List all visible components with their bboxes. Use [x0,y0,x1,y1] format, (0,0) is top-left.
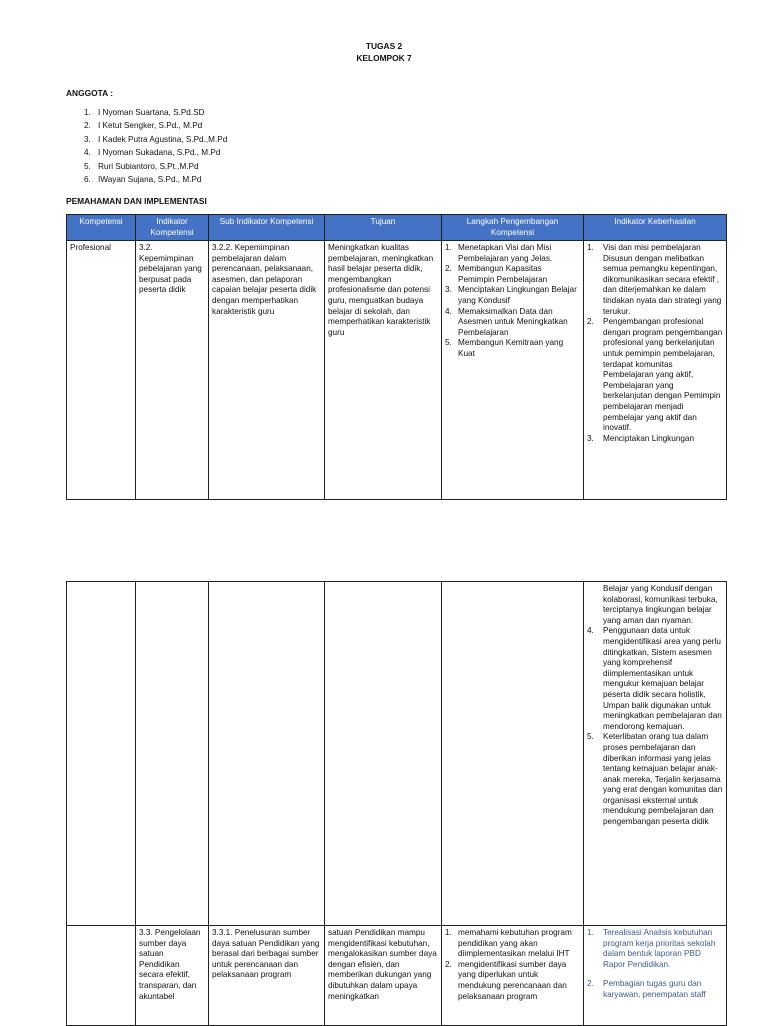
list-item: 1. Terealisasi Analisis kebutuhan program kerja prioritas sekolah dalam bentuk laporan PBD Rapor Pendidikan. [587,928,716,969]
list-item: 2. mengidentifikasi sumber daya yang diperlukan untuk mendukung perencanaan dan pelaksanaan program [445,959,567,1001]
cell-indikator-2: 3.3. Pengelolaan sumber daya satuan Pendidikan secara efektif, transparan, dan akuntabel [136,926,209,1026]
title-line-2: KELOMPOK 7 [356,53,412,63]
header-keberhasilan: Indikator Keberhasilan [584,215,727,241]
competency-table-continued [66,581,727,1026]
header-kompetensi: Kompetensi [67,215,136,241]
cell-langkah [442,241,584,500]
cell-tujuan: Meningkatkan kualitas pembelajaran, meningkatkan hasil belajar peserta didik, mengembangkan profesionalisme dan potensi guru, menguatkan budaya belajar di sekolah, dan memperhatikan karakteristik guru [325,241,442,500]
list-item: 6. IWayan Sujana, S.Pd., M.Pd [84,174,202,184]
list-item: 5. Keterlibatan orang tua dalam proses pembelajaran dan diberikan informasi yang jelas tentang kemajuan belajar anak-anak mereka, Terjalin kerjasama yang erat dengan komunitas dan organisasi eksternal untuk mendukung pembelajaran dan pengembangan peserta didik [587,732,723,827]
cell-langkah-cont [442,582,584,926]
cell-kompetensi-2 [67,926,136,1026]
cell-keberhasilan-cont [584,582,727,926]
table-row [67,582,727,926]
list-item: 1. memahami kebutuhan program pendidikan yang akan diimplementasikan melalui IHT [445,928,572,959]
cell-sub-indikator-2: 3.3.1. Penelusuran sumber daya satuan Pendidikan yang berasal dari berbagai sumber untuk perencanaan dan pelaksanaan program [209,926,325,1026]
list-item: 3. I Kadek Putra Agustina, S.Pd.,M.Pd [84,134,228,144]
cell-sub-indikator: 3.2.2. Kepemimpinan pembelajaran dalam perencanaan, pelaksanaan, asesmen, dan pelaporan capaian belajar peserta didik dengan memperhatikan karakteristik guru [209,241,325,500]
list-item: 2. Pembagian tugas guru dan karyawan, penempatan staff [587,979,706,999]
list-item: 2. Pengembangan profesional dengan program pengembangan profesional yang berkelanjutan untuk pemimpin pembelajaran, terdapat komunitas Pembelajaran yang aktif, Pembelajaran yang berkelanjutan dengan Pemimpin pembelajaran menjadi pembelajar yang aktif dan inovatif. [587,317,723,433]
list-item: 1. Visi dan misi pembelajaran Disusun dengan melibatkan semua pemangku kepentingan, dikomunikasikan secara efektif , dan diterjemahkan ke dalam tindakan nyata dan strategi yang terukur. [587,243,722,316]
header-sub-indikator: Sub Indikator Kompetensi [209,215,325,241]
table-row [67,926,727,1026]
list-item: 4. Penggunaan data untuk mengidentifikasi area yang perlu ditingkatkan, Sistem asesmen yang komprehensif diimplementasikan untuk mengukur kemajuan belajar peserta didik secara holistik, Umpan balik digunakan untuk meningkatkan pembelajaran dan mendorong kemajuan. [587,626,722,731]
list-item: 5. Membangun Kemitraan yang Kuat [445,338,564,358]
table-header-row [67,215,727,241]
header-langkah: Langkah Pengembangan Kompetensi [442,215,584,241]
list-spacer [587,970,723,979]
cell-kompetensi: Profesional [67,241,136,500]
anggota-label: ANGGOTA : [66,88,113,98]
section-title: PEMAHAMAN DAN IMPLEMENTASI [66,196,207,206]
cell-indikator-cont [136,582,209,926]
list-item: 2. I Ketut Sengker, S.Pd., M.Pd [84,121,203,131]
member-list [84,108,227,188]
competency-table [66,214,727,500]
title-line-1: TUGAS 2 [365,41,403,51]
cell-langkah-2 [442,926,584,1026]
list-item: 3. Menciptakan Lingkungan Belajar yang Kondusif [445,285,577,305]
cell-indikator: 3.2. Kepemimpinan pebelajaran yang berpusat pada peserta didik [136,241,209,500]
document-title [0,40,768,64]
cell-keberhasilan [584,241,727,500]
cell-tujuan-2: satuan Pendidikan mampu mengidentifikasi kebutuhan, mengalokasikan sumber daya dengan efisien, dan memberikan dukungan yang dibutuhkan dalam upaya meningkatkan [325,926,442,1026]
header-indikator: Indikator Kompetensi [136,215,209,241]
cell-kompetensi-cont [67,582,136,926]
list-item: 1. I Nyoman Suartana, S.Pd.SD [84,108,205,117]
list-item: 5. Ruri Subiantoro, S,Pt.,M.Pd [84,161,199,171]
header-tujuan: Tujuan [325,215,442,241]
cell-keberhasilan-2 [584,926,727,1026]
keberhasilan-continuation: Belajar yang Kondusif dengan kolaborasi, komunikasi terbuka, terciptanya lingkungan belajar yang aman dan nyaman. [603,584,718,625]
list-item: 3. Menciptakan Lingkungan [587,433,695,443]
cell-tujuan-cont [325,582,442,926]
table-row [67,241,727,500]
list-item: 2. Membangun Kapasitas Pemimpin Pembelajaran [445,264,548,284]
list-item: 1. Menetapkan Visi dan Misi Pembelajaran yang Jelas. [445,243,553,263]
list-item: 4. Memaksimalkan Data dan Asesmen untuk Meningkatkan Pembelajaran [445,306,568,337]
cell-sub-indikator-cont [209,582,325,926]
list-item: 4. I Nyoman Sukadana, S.Pd., M.Pd [84,148,221,158]
